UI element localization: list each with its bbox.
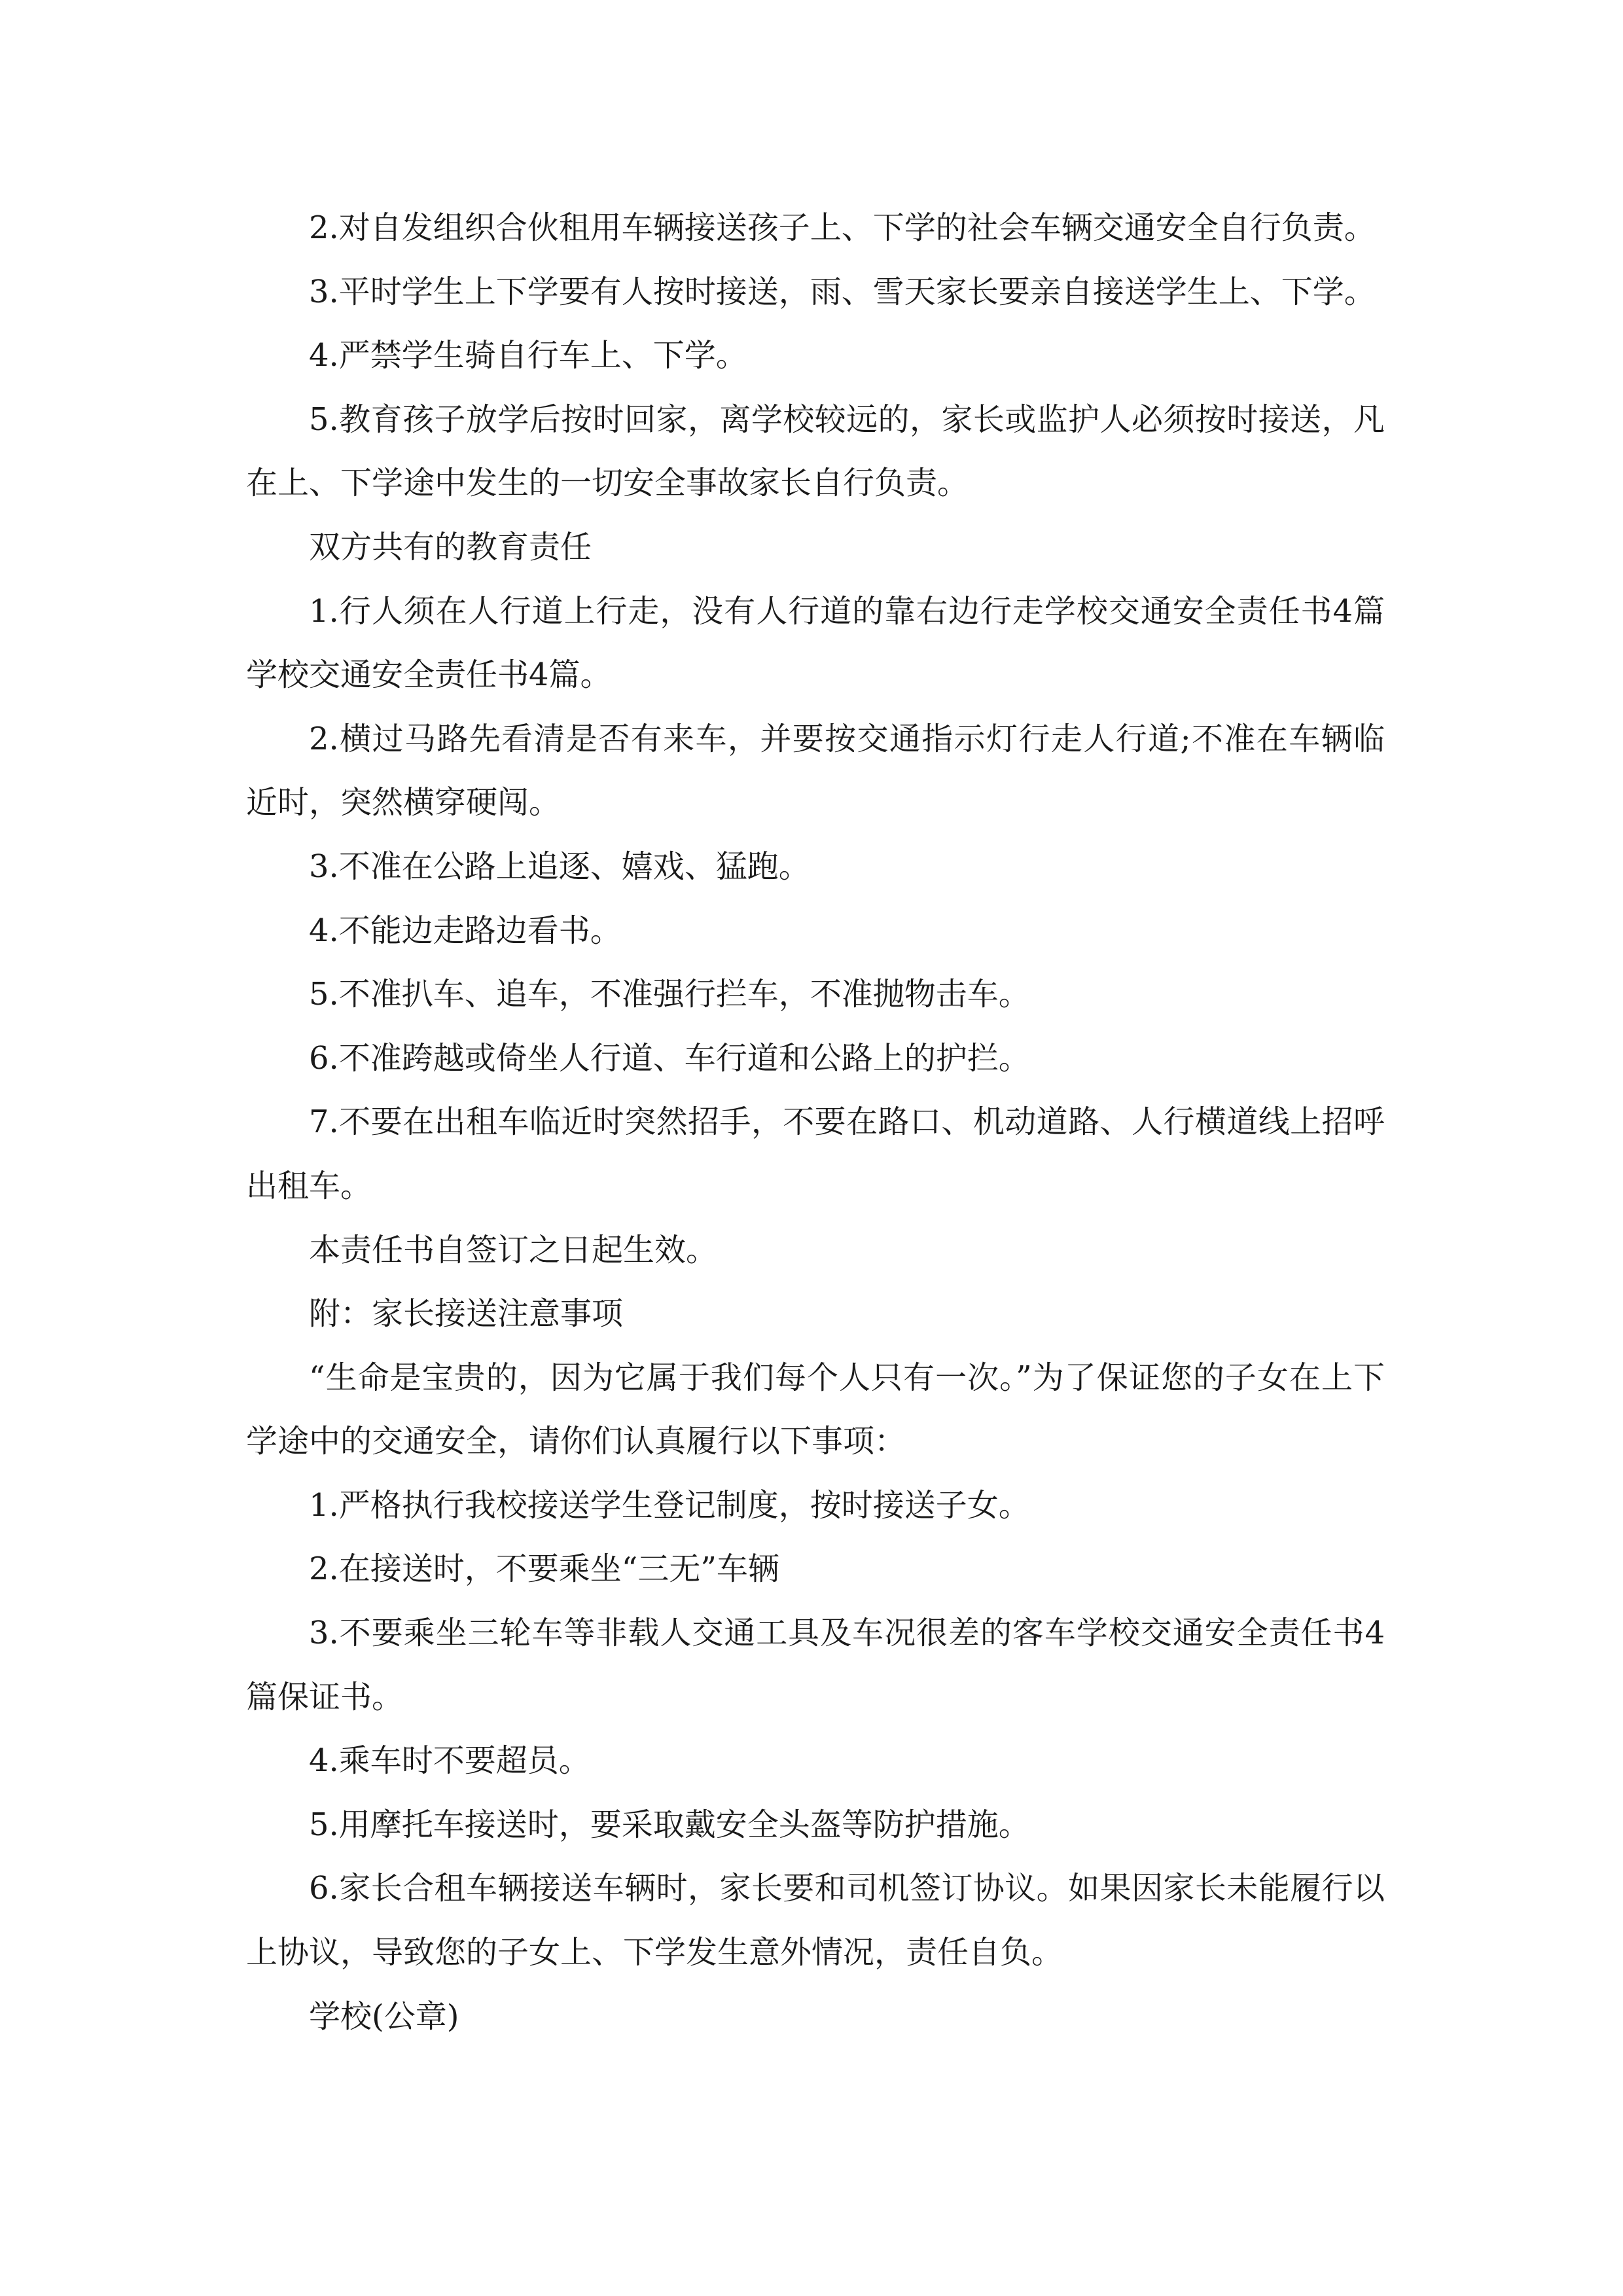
paragraph: 3.不要乘坐三轮车等非载人交通工具及车况很差的客车学校交通安全责任书4篇保证书。	[246, 1615, 1385, 1715]
paragraph: 7.不要在出租车临近时突然招手，不要在路口、机动道路、人行横道线上招呼出租车。	[246, 1103, 1385, 1204]
paragraph: 6.家长合租车辆接送车辆时，家长要和司机签订协议。如果因家长未能履行以上协议，导致您的子女上、下学发生意外情况，责任自负。	[246, 1870, 1385, 1971]
paragraph: 本责任书自签订之日起生效。	[309, 1231, 718, 1268]
signature-line: 学校(公章)	[309, 1998, 459, 2035]
section-heading: 双方共有的教育责任	[309, 528, 592, 565]
paragraph: 5.用摩托车接送时，要采取戴安全头盔等防护措施。	[309, 1806, 1030, 1843]
paragraph: “生命是宝贵的，因为它属于我们每个人只有一次。”为了保证您的子女在上下学途中的交通安全，请你们认真履行以下事项：	[246, 1359, 1385, 1460]
paragraph: 4.严禁学生骑自行车上、下学。	[309, 337, 747, 374]
section-heading: 附：家长接送注意事项	[309, 1295, 624, 1333]
paragraph: 4.乘车时不要超员。	[309, 1742, 590, 1780]
paragraph: 2.对自发组织合伙租用车辆接送孩子上、下学的社会车辆交通安全自行负责。	[309, 209, 1376, 246]
document-body	[246, 196, 1385, 2049]
paragraph: 1.行人须在人行道上行走，没有人行道的靠右边行走学校交通安全责任书4篇学校交通安全责任书4篇。	[246, 592, 1385, 694]
paragraph: 5.不准扒车、追车，不准强行拦车，不准抛物击车。	[309, 976, 1030, 1013]
paragraph: 3.平时学生上下学要有人按时接送，雨、雪天家长要亲自接送学生上、下学。	[309, 273, 1376, 310]
paragraph: 2.在接送时，不要乘坐“三无”车辆	[309, 1551, 779, 1588]
paragraph: 4.不能边走路边看书。	[309, 912, 622, 949]
paragraph: 6.不准跨越或倚坐人行道、车行道和公路上的护拦。	[309, 1039, 1030, 1077]
paragraph: 2.横过马路先看清是否有来车，并要按交通指示灯行走人行道;不准在车辆临近时，突然横穿硬闯。	[246, 720, 1385, 821]
paragraph: 1.严格执行我校接送学生登记制度，按时接送子女。	[309, 1486, 1030, 1524]
paragraph: 3.不准在公路上追逐、嬉戏、猛跑。	[309, 848, 810, 885]
paragraph: 5.教育孩子放学后按时回家，离学校较远的，家长或监护人必须按时接送，凡在上、下学途中发生的一切安全事故家长自行负责。	[246, 401, 1385, 502]
